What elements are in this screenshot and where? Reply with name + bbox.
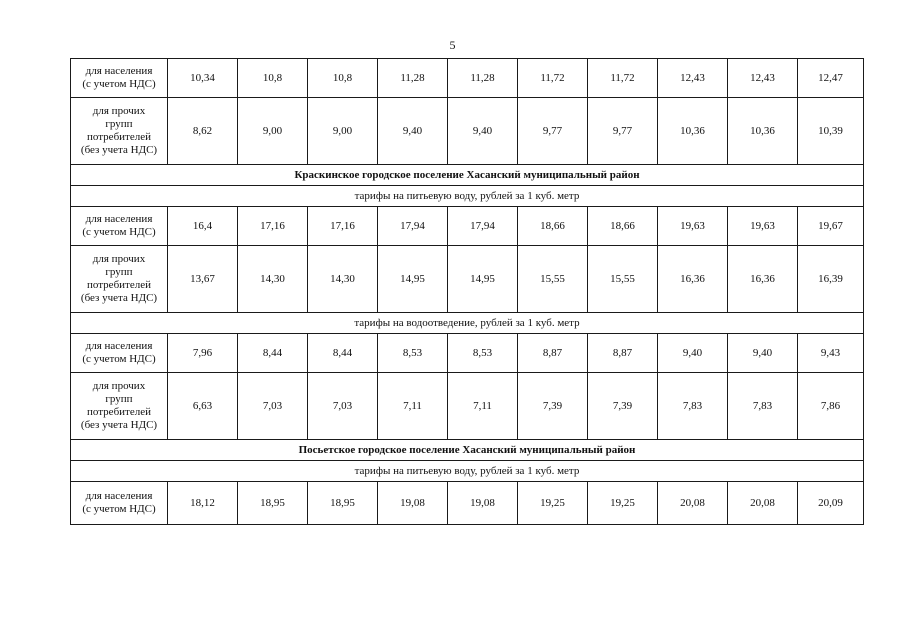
tariff-value: 15,55 [518, 246, 588, 313]
tariff-value: 16,4 [168, 207, 238, 246]
tariff-value: 7,96 [168, 334, 238, 373]
tariff-value: 11,72 [518, 59, 588, 98]
tariff-type-label: тарифы на питьевую воду, рублей за 1 куб. метр [71, 186, 864, 207]
tariff-value: 7,83 [728, 373, 798, 440]
consumer-group-label-line: (без учета НДС) [80, 144, 158, 156]
tariff-value: 16,36 [658, 246, 728, 313]
tariff-value: 9,40 [728, 334, 798, 373]
tariff-value: 20,08 [728, 482, 798, 525]
tariff-value: 7,83 [658, 373, 728, 440]
tariff-value: 12,47 [798, 59, 864, 98]
consumer-group-label-line: (без учета НДС) [80, 292, 158, 304]
tariff-value: 7,03 [238, 373, 308, 440]
consumer-group-label-line: для прочих [92, 253, 146, 265]
consumer-group-label-line: потребителей [87, 406, 151, 418]
tariff-value: 13,67 [168, 246, 238, 313]
table-row [71, 59, 864, 98]
consumer-group-label-line: для населения [85, 213, 153, 225]
tariff-value: 8,87 [588, 334, 658, 373]
tariff-type-row [71, 461, 864, 482]
consumer-group-label [71, 246, 168, 313]
tariff-value: 7,39 [588, 373, 658, 440]
tariff-value: 18,95 [308, 482, 378, 525]
table-row [71, 334, 864, 373]
tariff-value: 6,63 [168, 373, 238, 440]
tariff-value: 10,39 [798, 98, 864, 165]
consumer-group-label-line: для населения [85, 490, 153, 502]
tariff-value: 19,67 [798, 207, 864, 246]
consumer-group-label-line: для населения [85, 340, 153, 352]
tariff-value: 11,28 [448, 59, 518, 98]
tariff-value: 8,62 [168, 98, 238, 165]
consumer-group-label-line: групп [105, 393, 133, 405]
consumer-group-label-line: (с учетом НДС) [82, 78, 156, 90]
consumer-group-label-line: для прочих [92, 105, 146, 117]
consumer-group-label-line: потребителей [87, 131, 151, 143]
tariff-value: 9,40 [448, 98, 518, 165]
consumer-group-label-line: для населения [85, 65, 153, 77]
tariff-value: 16,36 [728, 246, 798, 313]
tariff-value: 19,08 [378, 482, 448, 525]
tariff-value: 18,95 [238, 482, 308, 525]
tariff-value: 19,63 [658, 207, 728, 246]
page-number: 5 [449, 38, 456, 52]
tariff-value: 11,72 [588, 59, 658, 98]
consumer-group-label-line: групп [105, 118, 133, 130]
tariff-value: 9,00 [308, 98, 378, 165]
table-row [71, 207, 864, 246]
tariff-value: 8,53 [378, 334, 448, 373]
tariff-value: 19,25 [588, 482, 658, 525]
tariff-value: 18,12 [168, 482, 238, 525]
consumer-group-label-line: (с учетом НДС) [82, 353, 156, 365]
tariff-value: 14,95 [378, 246, 448, 313]
tariff-type-row [71, 313, 864, 334]
consumer-group-label [71, 59, 168, 98]
tariff-value: 8,44 [308, 334, 378, 373]
consumer-group-label [71, 482, 168, 525]
tariff-value: 18,66 [588, 207, 658, 246]
tariff-value: 8,44 [238, 334, 308, 373]
tariff-value: 9,00 [238, 98, 308, 165]
tariff-value: 9,77 [518, 98, 588, 165]
tariff-table-body [71, 59, 864, 525]
tariff-value: 10,36 [728, 98, 798, 165]
tariff-value: 7,03 [308, 373, 378, 440]
tariff-value: 14,30 [238, 246, 308, 313]
tariff-value: 7,39 [518, 373, 588, 440]
tariff-value: 10,8 [238, 59, 308, 98]
consumer-group-label-line: (с учетом НДС) [82, 226, 156, 238]
table-row [71, 246, 864, 313]
section-title-row [71, 440, 864, 461]
tariff-value: 20,09 [798, 482, 864, 525]
tariff-type-row [71, 186, 864, 207]
table-row [71, 482, 864, 525]
tariff-value: 10,36 [658, 98, 728, 165]
section-title: Посьетское городское поселение Хасанский муниципальный район [71, 440, 864, 461]
tariff-value: 9,40 [658, 334, 728, 373]
tariff-value: 7,86 [798, 373, 864, 440]
tariff-value: 18,66 [518, 207, 588, 246]
tariff-value: 14,95 [448, 246, 518, 313]
tariff-value: 10,8 [308, 59, 378, 98]
tariff-value: 16,39 [798, 246, 864, 313]
section-title: Краскинское городское поселение Хасанский муниципальный район [71, 165, 864, 186]
tariff-value: 7,11 [378, 373, 448, 440]
consumer-group-label-line: для прочих [92, 380, 146, 392]
tariff-value: 17,16 [308, 207, 378, 246]
tariff-value: 12,43 [658, 59, 728, 98]
tariff-value: 9,77 [588, 98, 658, 165]
tariff-value: 12,43 [728, 59, 798, 98]
tariff-type-label: тарифы на питьевую воду, рублей за 1 куб. метр [71, 461, 864, 482]
consumer-group-label-line: (с учетом НДС) [82, 503, 156, 515]
consumer-group-label [71, 334, 168, 373]
tariff-value: 15,55 [588, 246, 658, 313]
tariff-value: 17,94 [378, 207, 448, 246]
tariff-value: 7,11 [448, 373, 518, 440]
table-row [71, 98, 864, 165]
tariff-value: 8,53 [448, 334, 518, 373]
table-row [71, 373, 864, 440]
consumer-group-label-line: (без учета НДС) [80, 419, 158, 431]
tariff-value: 17,16 [238, 207, 308, 246]
tariff-value: 9,43 [798, 334, 864, 373]
tariff-value: 19,63 [728, 207, 798, 246]
section-title-row [71, 165, 864, 186]
consumer-group-label [71, 207, 168, 246]
consumer-group-label [71, 98, 168, 165]
tariff-value: 10,34 [168, 59, 238, 98]
consumer-group-label-line: потребителей [87, 279, 151, 291]
tariff-value: 8,87 [518, 334, 588, 373]
tariff-value: 19,25 [518, 482, 588, 525]
tariff-value: 20,08 [658, 482, 728, 525]
tariff-table [70, 58, 864, 525]
tariff-type-label: тарифы на водоотведение, рублей за 1 куб. метр [71, 313, 864, 334]
tariff-value: 11,28 [378, 59, 448, 98]
consumer-group-label [71, 373, 168, 440]
tariff-value: 9,40 [378, 98, 448, 165]
tariff-value: 14,30 [308, 246, 378, 313]
tariff-value: 19,08 [448, 482, 518, 525]
tariff-value: 17,94 [448, 207, 518, 246]
consumer-group-label-line: групп [105, 266, 133, 278]
